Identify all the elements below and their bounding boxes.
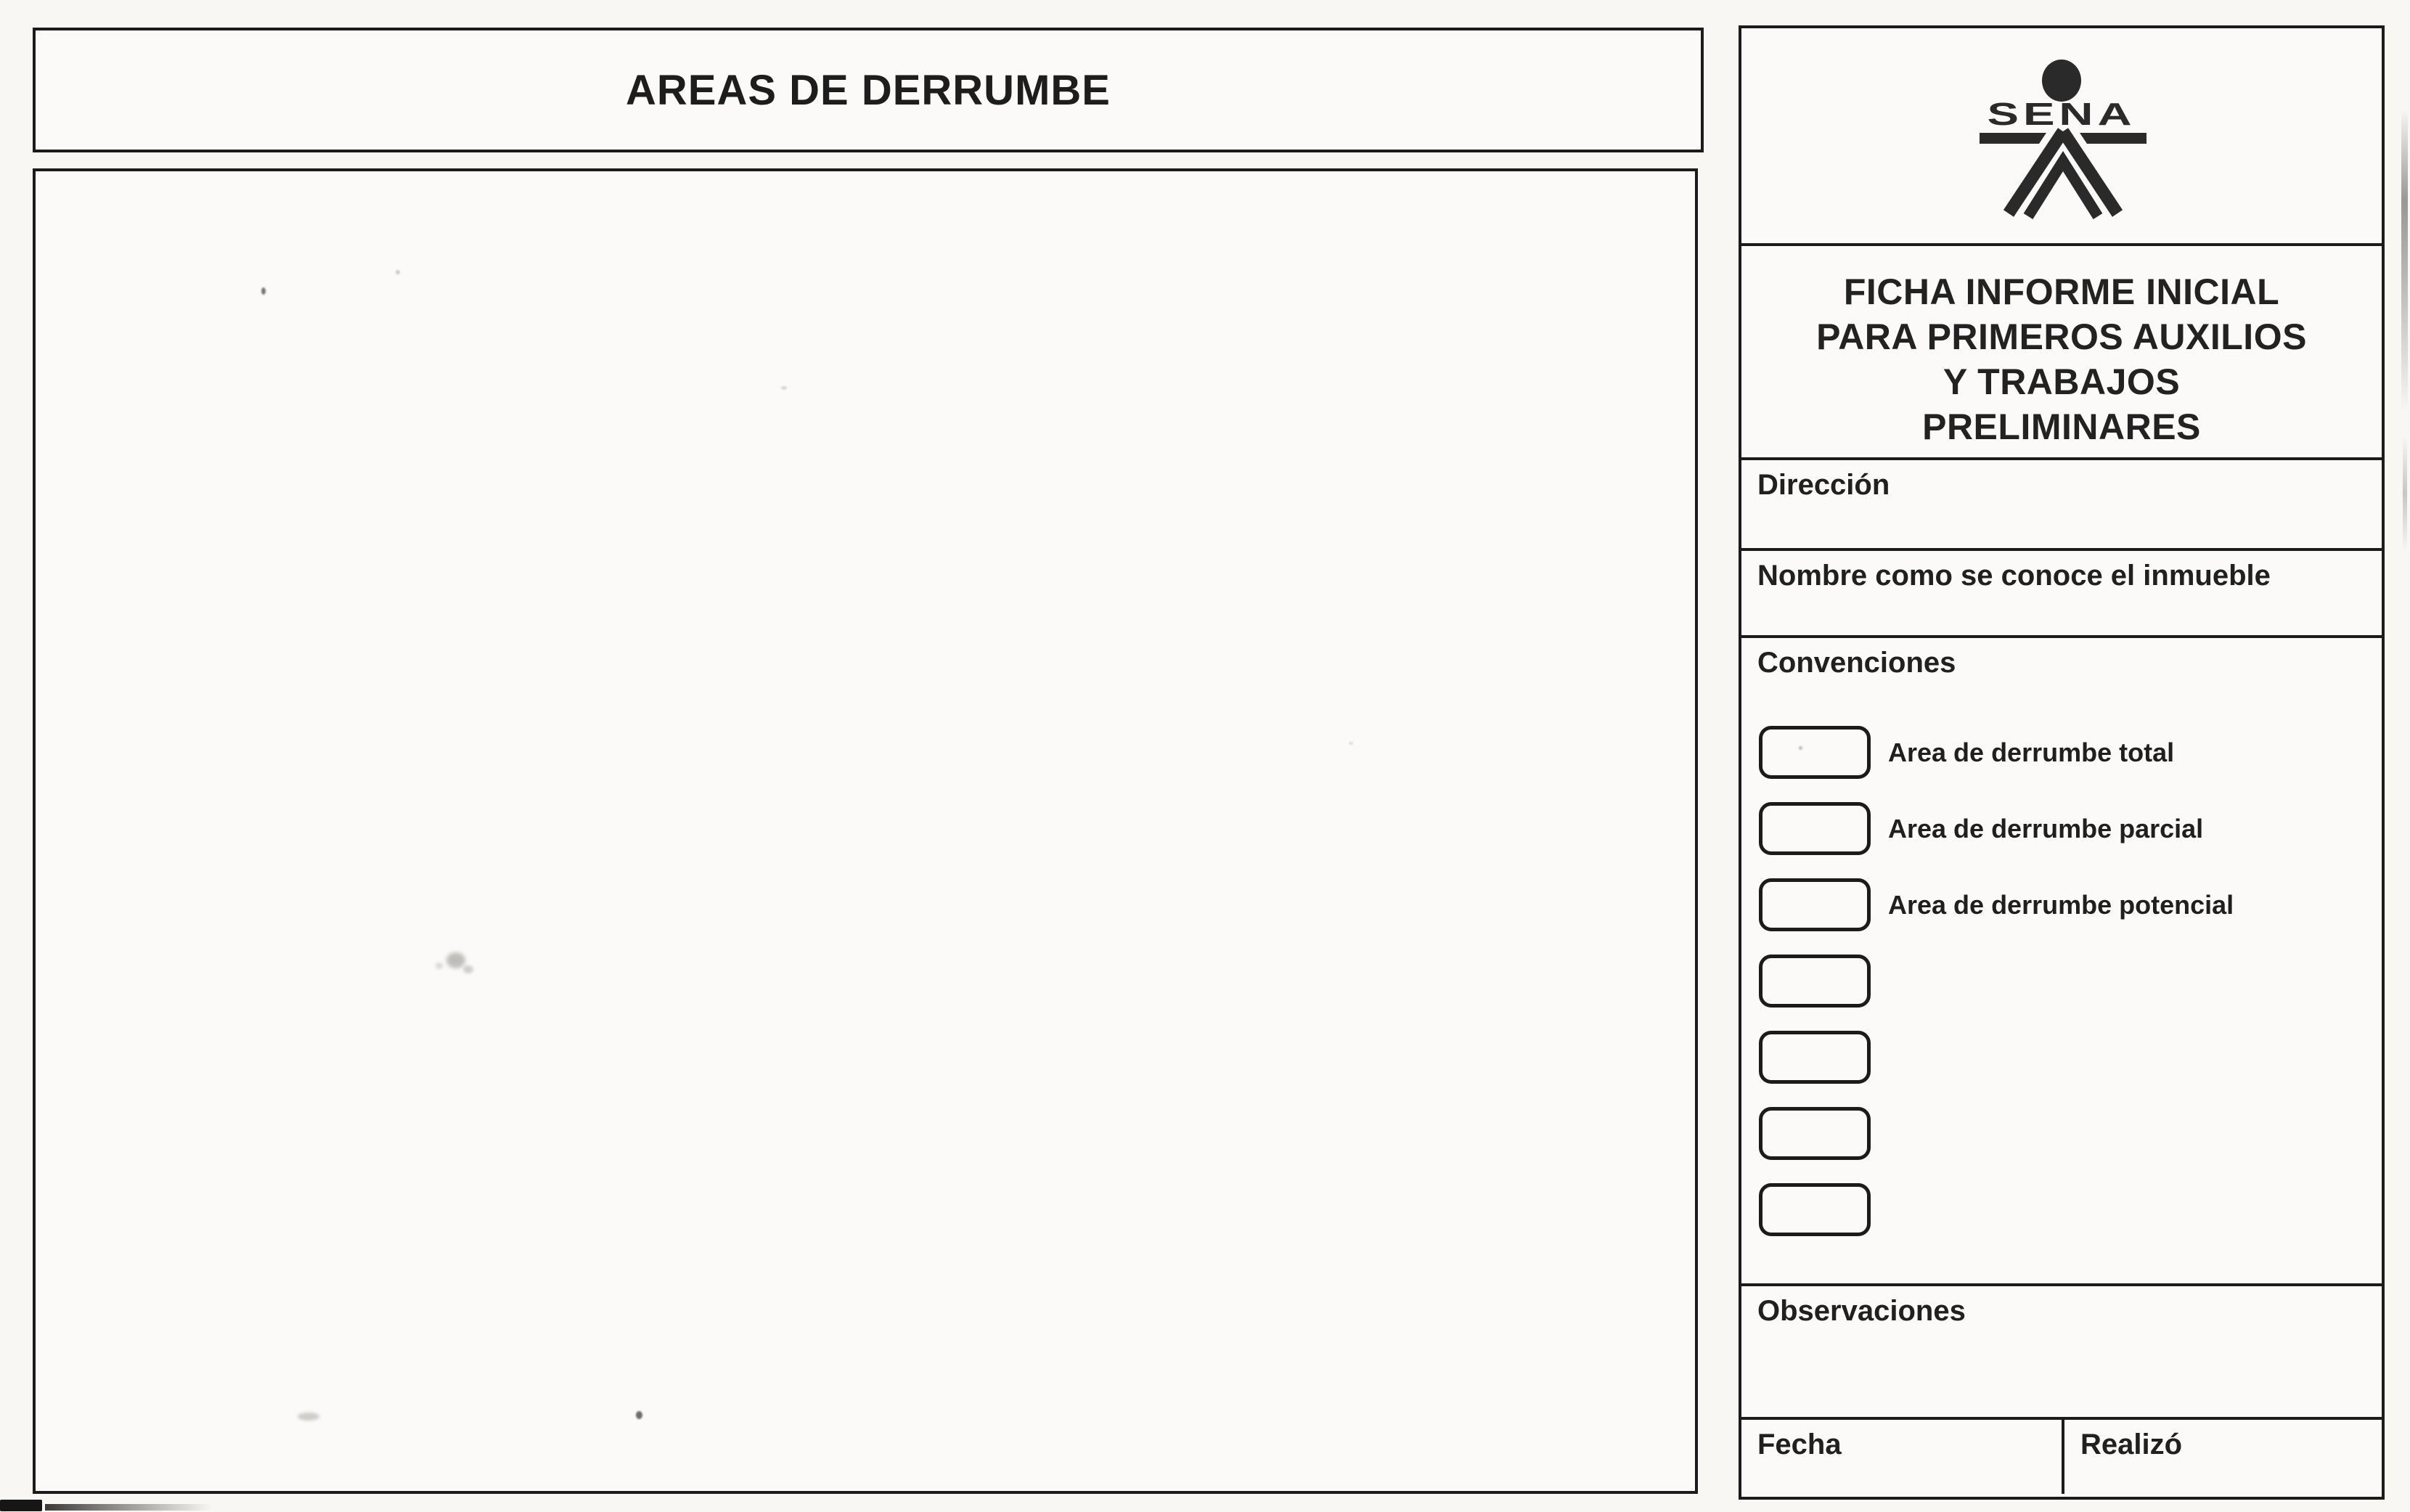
logo-section — [1741, 28, 2382, 243]
scan-corner-artifact — [45, 1504, 212, 1511]
section-convenciones — [1741, 635, 2382, 1283]
main-title-box — [33, 28, 1704, 152]
fecha-realizo-row — [1741, 1417, 2382, 1497]
legend-item-total — [1759, 726, 2369, 779]
sidebar — [1739, 25, 2385, 1500]
scan-edge-artifact — [2403, 436, 2407, 552]
legend-label: Area de derrumbe parcial — [1888, 813, 2204, 843]
legend-label: Area de derrumbe potencial — [1888, 889, 2234, 920]
field-fecha[interactable] — [1741, 1420, 2062, 1494]
observaciones-input-area[interactable] — [1741, 1333, 2382, 1417]
field-observaciones — [1741, 1283, 2382, 1417]
form-title-line: Y TRABAJOS — [1943, 361, 2181, 402]
page-title: AREAS DE DERRUMBE — [626, 66, 1111, 114]
legend-swatch-parcial[interactable] — [1759, 802, 1871, 855]
form-title-line: FICHA INFORME INICIAL — [1843, 271, 2280, 312]
nombre-input-area[interactable] — [1741, 594, 2382, 635]
scan-speck-artifact — [446, 952, 465, 968]
direccion-input-area[interactable] — [1741, 504, 2382, 548]
form-title-line: PRELIMINARES — [1922, 406, 2201, 447]
field-realizo[interactable] — [2062, 1420, 2382, 1494]
legend-item-empty — [1759, 1107, 2369, 1160]
field-nombre-inmueble — [1741, 548, 2382, 635]
scan-speck-artifact — [261, 287, 266, 295]
legend-swatch-empty[interactable] — [1759, 955, 1871, 1008]
legend-swatch-potencial[interactable] — [1759, 878, 1871, 931]
legend-item-empty — [1759, 955, 2369, 1008]
direccion-label: Dirección — [1757, 469, 1890, 501]
observaciones-label: Observaciones — [1757, 1295, 1966, 1327]
legend-swatch-empty[interactable] — [1759, 1183, 1871, 1236]
scan-speck-artifact — [463, 965, 473, 973]
legend-swatch-total[interactable] — [1759, 726, 1871, 779]
sena-logo-icon — [1971, 58, 2152, 224]
drawing-area[interactable] — [33, 168, 1698, 1494]
convenciones-label: Convenciones — [1757, 647, 1956, 679]
scan-speck-artifact — [436, 963, 443, 969]
scan-speck-artifact — [298, 1413, 319, 1421]
legend-item-empty — [1759, 1031, 2369, 1084]
sena-logo-text: SENA — [1987, 97, 2136, 132]
nombre-inmueble-label: Nombre como se conoce el inmueble — [1757, 560, 2271, 592]
scan-speck-artifact — [1799, 746, 1802, 750]
scan-speck-artifact — [396, 270, 400, 274]
form-title-section — [1741, 243, 2382, 457]
scan-edge-artifact — [2401, 109, 2408, 414]
field-direccion — [1741, 457, 2382, 548]
realizo-label: Realizó — [2080, 1429, 2183, 1460]
legend-item-parcial — [1759, 802, 2369, 855]
legend-swatch-empty[interactable] — [1759, 1107, 1871, 1160]
fecha-label: Fecha — [1757, 1429, 1842, 1460]
scan-corner-artifact — [0, 1500, 42, 1511]
legend-item-potencial — [1759, 878, 2369, 931]
scan-speck-artifact — [781, 386, 787, 390]
legend-swatch-empty[interactable] — [1759, 1031, 1871, 1084]
scan-speck-artifact — [1349, 742, 1353, 745]
legend-item-empty — [1759, 1183, 2369, 1236]
legend-label: Area de derrumbe total — [1888, 737, 2175, 767]
scan-speck-artifact — [636, 1411, 642, 1419]
form-title-line: PARA PRIMEROS AUXILIOS — [1816, 316, 2307, 357]
